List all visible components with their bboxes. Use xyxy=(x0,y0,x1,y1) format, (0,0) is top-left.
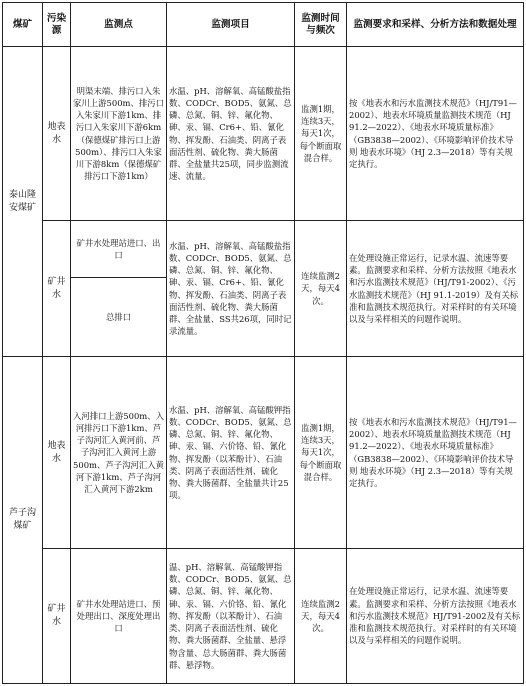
source-cell: 矿井水 xyxy=(43,221,71,357)
header-time: 监测时间与频次 xyxy=(295,3,347,47)
monitoring-table xyxy=(2,2,524,684)
point-cell: 总排口 xyxy=(71,278,167,357)
point-cell: 明渠末端、排污口入朱家川上游500m、排污口入朱家川下游1km、排污口入朱家川下游6km（保德煤矿排污口上游500m）、排污口入朱家川下游8km（保德煤矿排污口下游1km） xyxy=(71,47,167,221)
time-cell: 连续监测2天，每天4次。 xyxy=(295,221,347,357)
table-row xyxy=(3,221,524,278)
requirements-cell: 在处理设施正常运行，记录水温、流速等要素。监测要求和采样、分析方法按照《地表水和污水监测技术规范》（HJ/T91-2002）、《污水监测技术规范》（HJ 91.1-2019）及有关标准和监测技术规范执行。对采样时的有关环境以及与采样相关的问题作说明。 xyxy=(347,221,524,357)
time-cell: 连续监测2天，每天4次。 xyxy=(295,549,347,684)
requirements-cell: 按《地表水和污水监测技术规范》（HJ/T91—2002）、地表水环境质量监测技术规范（HJ 91.2—2022）、《地表水环境质量标准》（GB3838—2002）、《环境影响评价技术导则 地表水环境》（HJ 2.3—2018）等有关规定执行。 xyxy=(347,357,524,549)
source-cell: 地表水 xyxy=(43,47,71,221)
header-source: 污染源 xyxy=(43,3,71,47)
table-row xyxy=(3,357,524,549)
items-cell: 水温、pH、溶解氧、高锰酸盐指数、CODCr、BOD5、氨氮、总磷、总氮、铜、锌、氟化物、砷、汞、镉、Cr6+、铅、氰化物、挥发酚、石油类、阴离子表面活性剂、硫化物、粪大肠菌群、全盐量、SS共26项，同时记录流量。 xyxy=(167,221,295,357)
point-cell: 矿井水处理站进口、出口 xyxy=(71,221,167,278)
header-items: 监测项目 xyxy=(167,3,295,47)
requirements-cell: 在处理设施正常运行，记录水温、流速等要素。监测要求和采样、分析方法按照《地表水和污水监测技术规范》HJ/T91-2002及有关标准和监测技术规范执行。对采样时的有关环境以及与采样相关的问题作说明。 xyxy=(347,549,524,684)
mine-cell: 芦子沟煤矿 xyxy=(3,357,43,684)
items-cell: 水温、pH、溶解氧、高锰酸盐指数、CODCr、BOD5、氨氮、总磷、总氮、铜、锌、氟化物、砷、汞、镉、Cr6+、铅、氰化物、挥发酚、石油类、阴离子表面活性剂、硫化物、粪大肠菌群、全盐量共25项，同步监测流速、流量。 xyxy=(167,47,295,221)
table-row xyxy=(3,47,524,221)
point-cell: 入河排口上游500m、入河排污口下游1km、芦子沟河汇入黄河前、芦子沟河汇入黄河上游500m、芦子沟河汇入黄河下游1km、芦子沟河汇入黄河下游2km xyxy=(71,357,167,549)
point-cell: 矿井水处理站进口、预处理出口、深度处理出口 xyxy=(71,549,167,684)
table-header-row xyxy=(3,3,524,47)
time-cell: 监测1期，连续3天，每天1次，每个断面取混合样。 xyxy=(295,47,347,221)
items-cell: 温、pH、溶解氧、高锰酸钾指数、CODCr、BOD5、氨氮、总磷、总氮、铜、锌、氟化物、砷、汞、镉、六价铬、铅、氰化物、挥发酚（以苯酚计）、石油类、阴离子表面活性剂、硫化物、粪大肠菌群、全盐量、悬浮物含量、总大肠菌群、粪大肠菌群、悬浮物。 xyxy=(167,549,295,684)
source-cell: 矿井水 xyxy=(43,549,71,684)
header-requirements: 监测要求和采样、分析方法和数据处理 xyxy=(347,3,524,47)
items-cell: 水温、pH、溶解氧、高锰酸钾指数、CODCr、BOD5、氨氮、总磷、总氮、铜、锌、氟化物、砷、汞、镉、六价铬、铅、氰化物、挥发酚（以苯酚计）、石油类、阴离子表面活性剂、硫化物、粪大肠菌群、全盐量共计25项。 xyxy=(167,357,295,549)
time-cell: 监测1期，连续3天，每天1次，每个断面取混合样。 xyxy=(295,357,347,549)
requirements-cell: 按《地表水和污水监测技术规范》（HJ/T91—2002）、地表水环境质量监测技术规范（HJ 91.2—2022）、《地表水环境质量标准》（GB3838—2002）、《环境影响评价技术导则 地表水环境》（HJ 2.3—2018）等有关规定执行。 xyxy=(347,47,524,221)
mine-cell: 泰山隆安煤矿 xyxy=(3,47,43,357)
source-cell: 地表水 xyxy=(43,357,71,549)
header-point: 监测点 xyxy=(71,3,167,47)
header-mine: 煤矿 xyxy=(3,3,43,47)
table-row xyxy=(3,549,524,684)
